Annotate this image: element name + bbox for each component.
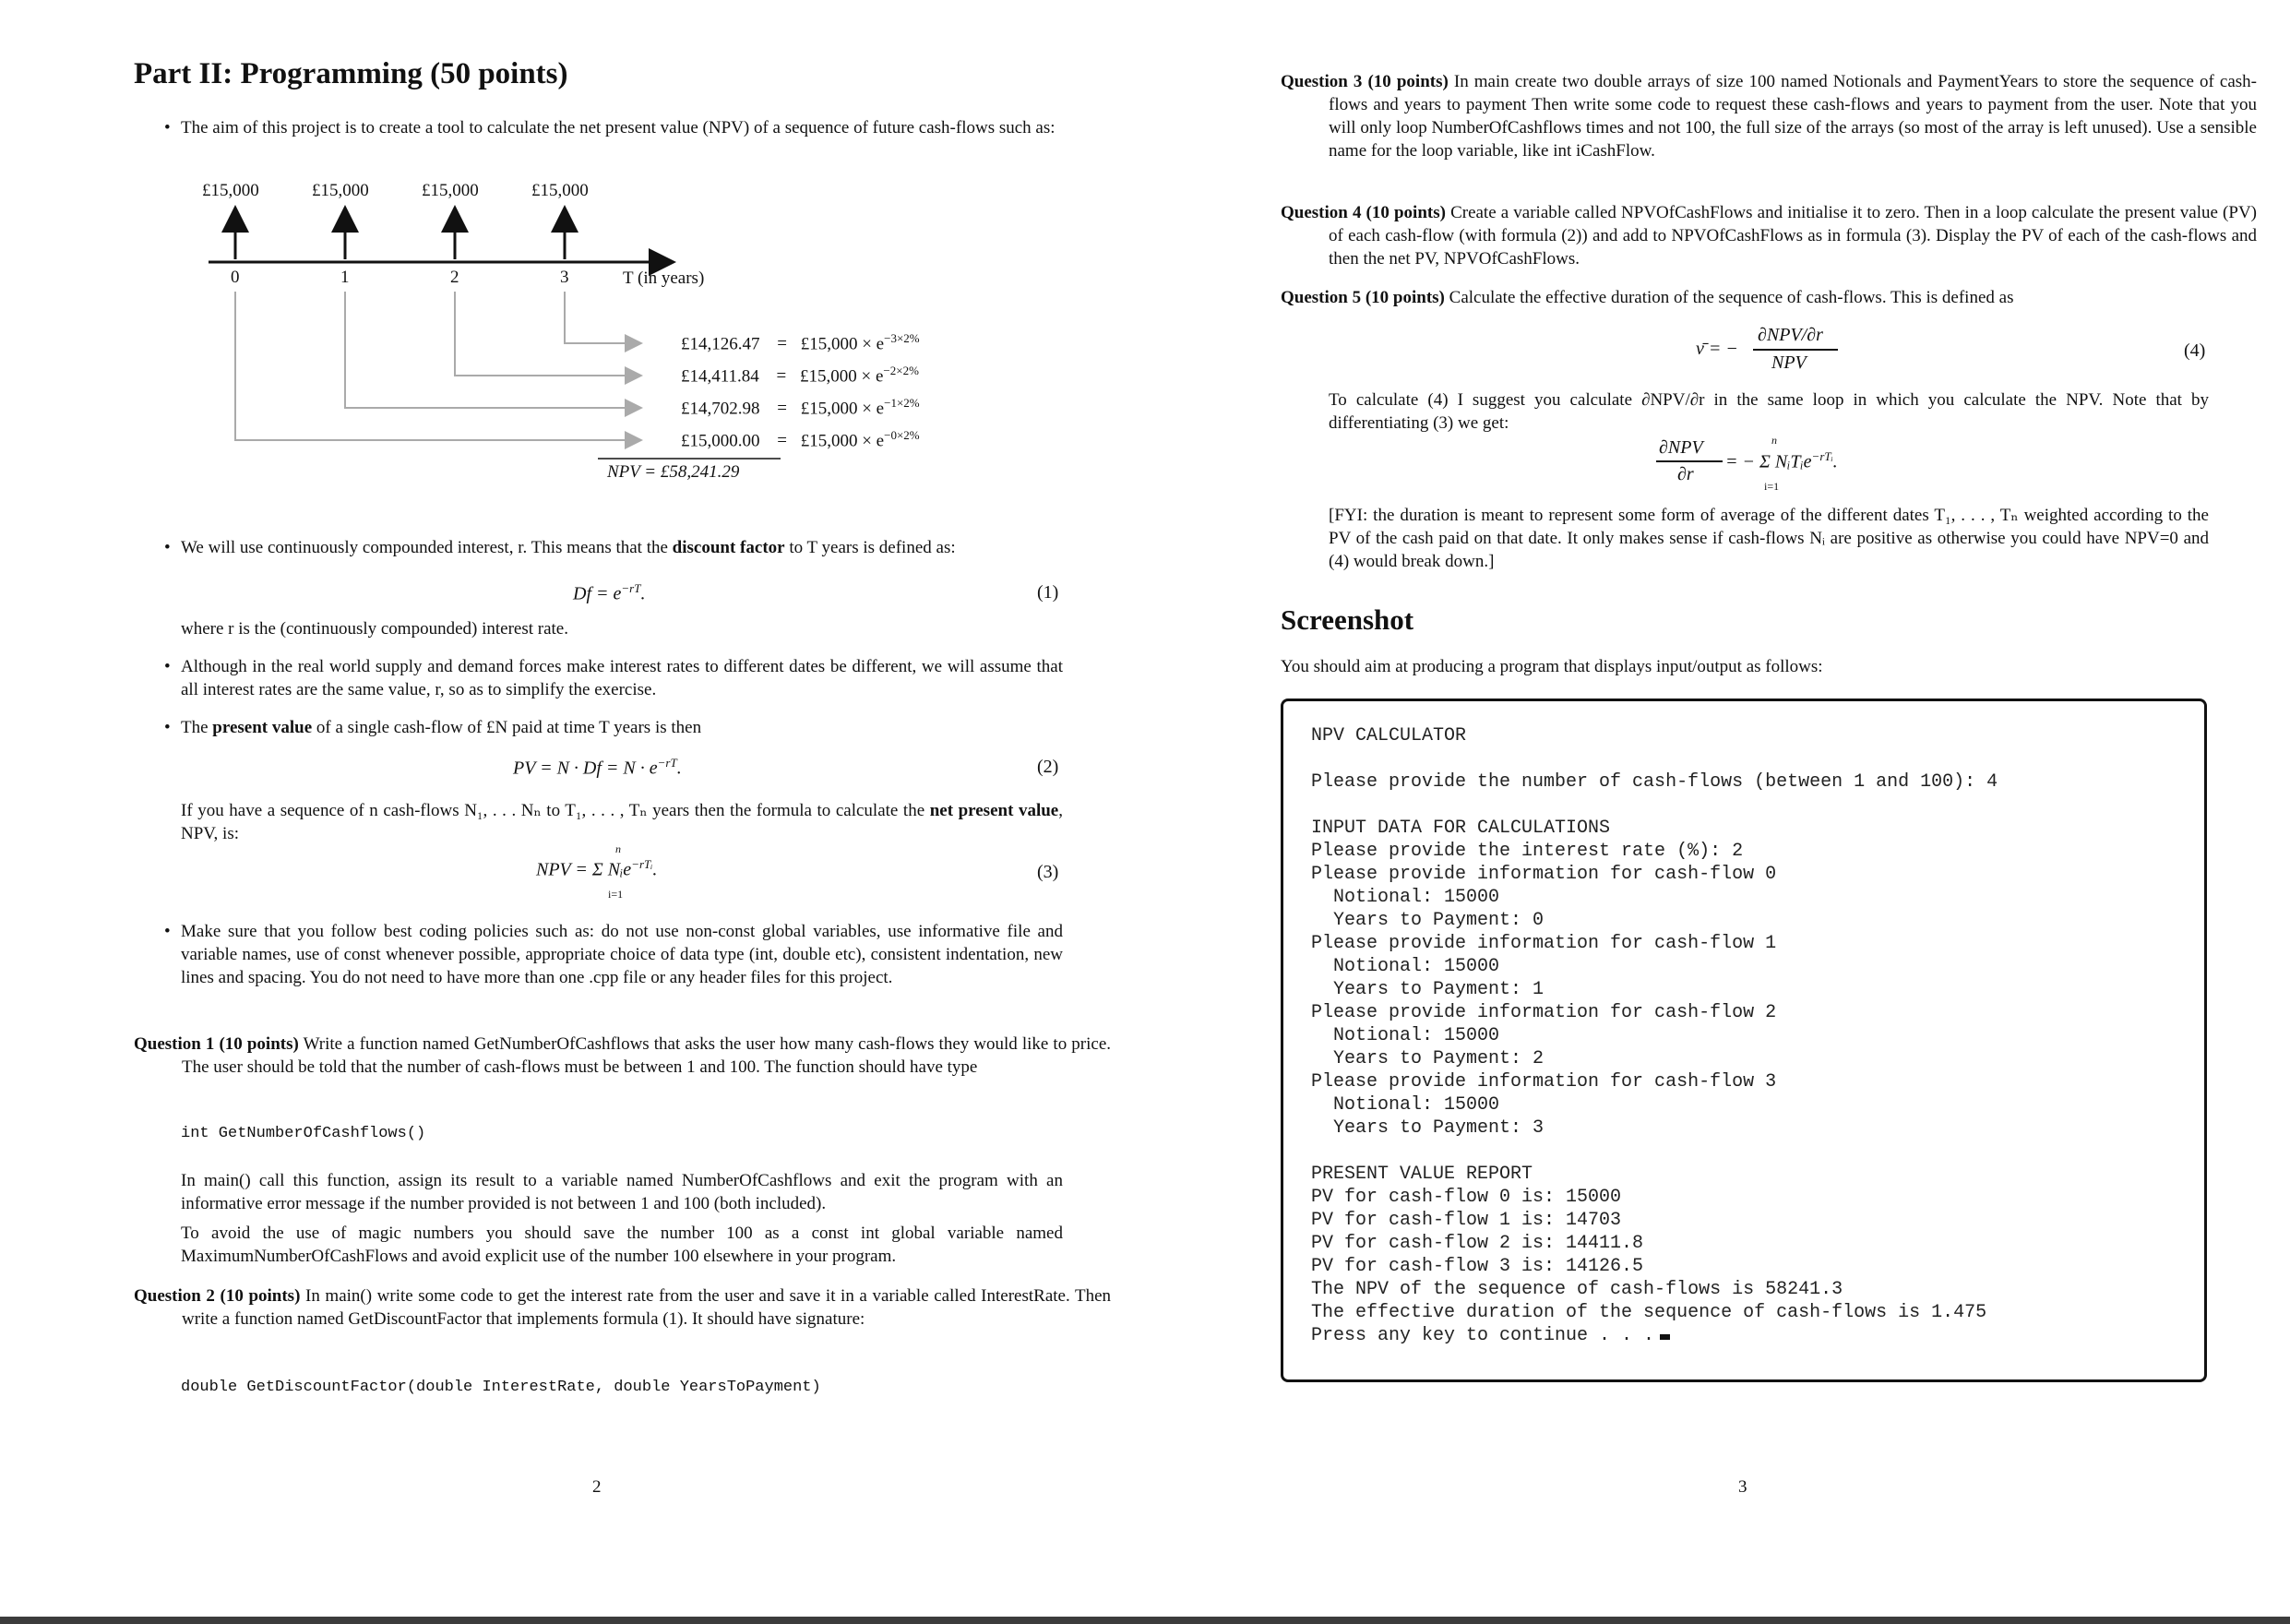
page-number: 3 [1738, 1477, 1747, 1497]
eq2-body: PV = N · Df = N · e [513, 758, 658, 779]
q1-paragraph-2: In main() call this function, assign its result to a variable named NumberOfCashflows and exit the program with an informative error message if the number provided is not between 1 and 100 (both included). [181, 1171, 1063, 1213]
pv-row [681, 396, 920, 419]
pv-equals: = [776, 366, 787, 387]
q1-text: Write a function named GetNumberOfCashflows that asks the user how many cash-flows they would like to price. The user should be told that the number of cash-flows must be between 1 and 100. The function should have type [182, 1034, 1112, 1077]
interest-bullet: • Although in the real world supply and demand forces make interest rates to different dates be different, we will assume that all interest rates are the same value, r, so as to simplify the exercise. [181, 655, 1063, 701]
eq4-numerator: ∂NPV/∂r [1758, 325, 1823, 345]
eq2-number: (2) [1037, 757, 1059, 777]
eq1-body: Df = e [573, 583, 622, 604]
pv-row [681, 331, 920, 354]
npv-intro-b: , NPV, is: [181, 801, 1063, 843]
eq2-exponent: −rT [657, 756, 677, 770]
q4-label: Question 4 (10 points) [1281, 203, 1446, 222]
eq5-sum-lower: i=1 [1764, 480, 1780, 493]
eq3-sum-lower: i=1 [608, 888, 624, 901]
screenshot-heading: Screenshot [1281, 603, 1414, 636]
timeline-amount: £15,000 [422, 181, 479, 200]
pv-formula: £15,000 × e [800, 431, 885, 451]
bottom-border [0, 1617, 2290, 1624]
q5-paragraph-2: To calculate (4) I suggest you calculate ∂NPV/∂r in the same loop in which you calculate the NPV. Note that by differentiating (3) we get: [1329, 390, 2209, 433]
pv-text-a: The [181, 718, 209, 737]
intro-bullet: • The aim of this project is to create a tool to calculate the net present value (NPV) of a sequence of future cash-flows such as: [181, 116, 1063, 139]
console-line: PV for cash-flow 0 is: 15000 [1311, 1187, 1622, 1208]
left-page [0, 0, 1145, 1606]
console-line: Notional: 15000 [1311, 887, 1500, 908]
console-line: INPUT DATA FOR CALCULATIONS [1311, 818, 1611, 839]
console-line: Years to Payment: 1 [1311, 979, 1545, 1000]
pv-equals: = [777, 334, 787, 354]
eq4-lhs: ν̄ = − [1696, 339, 1738, 359]
pv-equals: = [777, 399, 787, 419]
pv-exponent: −0×2% [884, 428, 920, 442]
console-line: PRESENT VALUE REPORT [1311, 1164, 1533, 1185]
timeline-tick: 0 [231, 268, 240, 287]
coding-policy-bullet: • Make sure that you follow best coding policies such as: do not use non-const global variables, use informative file and variable names, use of const whenever possible, appropriate choice of data type (int, double etc), consistent indentation, new lines and spacing. You do not need to have more than one .cpp file or any header files for this project. [181, 920, 1063, 989]
pv-text-b: of a single cash-flow of £N paid at time T years is then [316, 718, 702, 737]
q3-text: In main create two double arrays of size 100 named Notionals and PaymentYears to store the sequence of cash-flows and years to payment Then write some code to request these cash-flows and years to payment from the user. Note that you will only loop NumberOfCashflows times and not 100, the full size of the arrays (so most of the array is left unused). Use a sensible name for the loop variable, like int iCashFlow. [1329, 72, 2257, 161]
console-line-last [1311, 1325, 1670, 1346]
console-prompt-text: Press any key to continue . . . [1311, 1325, 1655, 1346]
npv-total: NPV = £58,241.29 [607, 462, 740, 482]
console-line: Please provide the number of cash-flows (between 1 and 100): 4 [1311, 771, 1998, 793]
pv-formula: £15,000 × e [800, 366, 884, 387]
q1-code: int GetNumberOfCashflows() [181, 1125, 426, 1142]
eq5-rhs: = − Σ NᵢTᵢe$^{-rTᵢ}$. [1725, 449, 1838, 472]
question-4 [1281, 201, 2257, 270]
eq3-number: (3) [1037, 862, 1059, 882]
pv-row [681, 364, 919, 387]
timeline-amount: £15,000 [202, 181, 259, 200]
text-cursor [1660, 1334, 1670, 1340]
timeline-amount: £15,000 [531, 181, 589, 200]
question-3 [1281, 70, 2257, 162]
eq5-exponent: −rTᵢ [1811, 449, 1833, 463]
console-line: Notional: 15000 [1311, 1094, 1500, 1116]
where-r-text: where r is the (continuously compounded) interest rate. [181, 619, 568, 639]
timeline-tick: 3 [560, 268, 569, 287]
eq3-body: NPV = Σ Nᵢe [536, 859, 632, 880]
eq5-numerator: ∂NPV [1659, 437, 1703, 458]
timeline-tick: 2 [450, 268, 459, 287]
eq5-sum-upper: n [1771, 434, 1777, 447]
net-present-value-term: net present value [929, 801, 1059, 820]
eq5-fraction-bar [1656, 460, 1723, 462]
console-line: Please provide information for cash-flow 0 [1311, 864, 1777, 885]
npv-intro-a: If you have a sequence of n cash-flows N₁, . . . Nₙ to T₁, . . . , Tₙ years then the formula to calculate the [181, 801, 925, 820]
pv-value: £15,000.00 [681, 431, 760, 451]
q1-paragraph-3: To avoid the use of magic numbers you should save the number 100 as a const int global variable named MaximumNumberOfCashFlows and avoid explicit use of the number 100 elsewhere in your program. [181, 1224, 1063, 1266]
eq1-number: (1) [1037, 582, 1059, 603]
pv-exponent: −2×2% [883, 364, 919, 377]
console-line: Please provide information for cash-flow 2 [1311, 1002, 1777, 1023]
npv-intro [181, 799, 1063, 845]
equation-1: $Df = e^{-rT}$. [573, 581, 646, 604]
equation-2: PV = $N \cdot Df = N \cdot e^{-rT}$. [513, 756, 682, 779]
q4-text: Create a variable called NPVOfCashFlows and initialise it to zero. Then in a loop calculate the present value (PV) of each cash-flow (with formula (2)) and add to NPVOfCashFlows as in formula (3). Display the PV of each of the cash-flows and then the net PV, NPVOfCashFlows. [1329, 203, 2257, 269]
pv-formula: £15,000 × e [800, 334, 885, 354]
timeline-axis-label: T (in years) [623, 269, 705, 288]
console-line: PV for cash-flow 2 is: 14411.8 [1311, 1233, 1644, 1254]
eq5-denominator: ∂r [1677, 464, 1694, 484]
question-2 [134, 1284, 1111, 1331]
console-line: Please provide information for cash-flow 1 [1311, 933, 1777, 954]
console-line: Notional: 15000 [1311, 1025, 1500, 1046]
discount-text-a: We will use continuously compounded interest, r. This means that the [181, 538, 668, 557]
pv-value: £14,126.47 [681, 334, 760, 354]
eq4-number: (4) [2184, 340, 2206, 361]
console-output-box [1281, 699, 2207, 1382]
timeline-amount: £15,000 [312, 181, 369, 200]
eq4-fraction-bar [1753, 349, 1838, 351]
q3-label: Question 3 (10 points) [1281, 72, 1449, 91]
q1-label: Question 1 (10 points) [134, 1034, 299, 1054]
q5-label: Question 5 (10 points) [1281, 288, 1445, 307]
console-line: Years to Payment: 0 [1311, 910, 1545, 931]
console-line: The NPV of the sequence of cash-flows is 58241.3 [1311, 1279, 1843, 1300]
console-line: Notional: 15000 [1311, 956, 1500, 977]
discount-bullet [181, 536, 1063, 559]
question-1 [134, 1033, 1111, 1079]
pv-value: £14,702.98 [681, 399, 760, 419]
discount-factor-term: discount factor [672, 538, 785, 557]
console-line: PV for cash-flow 3 is: 14126.5 [1311, 1256, 1644, 1277]
question-5 [1281, 286, 2209, 309]
eq1-exponent: −rT [621, 581, 641, 595]
console-line: Years to Payment: 2 [1311, 1048, 1545, 1069]
console-line: PV for cash-flow 1 is: 14703 [1311, 1210, 1622, 1231]
console-line: Please provide the interest rate (%): 2 [1311, 841, 1744, 862]
present-value-term: present value [212, 718, 313, 737]
equation-3: NPV = Σ Nᵢe$^{-rTᵢ}$. [536, 857, 658, 880]
pv-exponent: −1×2% [884, 396, 920, 410]
part-title: Part II: Programming (50 points) [134, 57, 568, 90]
console-line: NPV CALCULATOR [1311, 725, 1467, 746]
screenshot-intro: You should aim at producing a program that displays input/output as follows: [1281, 657, 1823, 676]
q5-text: Calculate the effective duration of the sequence of cash-flows. This is defined as [1449, 288, 2014, 307]
pv-equals: = [777, 431, 787, 451]
discount-text-b: to T years is defined as: [789, 538, 956, 557]
eq4-denominator: NPV [1771, 352, 1807, 373]
fyi-note: [FYI: the duration is meant to represent some form of average of the different dates T₁, . . . , Tₙ weighted according to the PV of the cash paid on that date. It only makes sense if cash-flows Nᵢ are positive as otherwise you could have NPV=0 and (4) would break down.] [1329, 506, 2209, 571]
timeline-graphic [0, 0, 1145, 498]
pv-value: £14,411.84 [681, 366, 759, 387]
eq3-sum-upper: n [615, 842, 621, 855]
page-number: 2 [592, 1477, 602, 1497]
pv-bullet [181, 716, 1063, 739]
console-line: The effective duration of the sequence of cash-flows is 1.475 [1311, 1302, 1987, 1323]
pv-row [681, 428, 920, 451]
eq5-rhs-body: = − Σ NᵢTᵢe [1725, 451, 1812, 472]
pv-exponent: −3×2% [884, 331, 920, 345]
timeline-tick: 1 [340, 268, 350, 287]
q2-code: double GetDiscountFactor(double InterestRate, double YearsToPayment) [181, 1379, 821, 1396]
console-line: Please provide information for cash-flow 3 [1311, 1071, 1777, 1093]
q2-label: Question 2 (10 points) [134, 1286, 301, 1306]
console-line: Years to Payment: 3 [1311, 1117, 1545, 1139]
pv-formula: £15,000 × e [800, 399, 885, 419]
q2-text: In main() write some code to get the interest rate from the user and save it in a variable called InterestRate. Then write a function named GetDiscountFactor that implements formula (1). It should have signature: [182, 1286, 1111, 1329]
eq3-exponent: −rTᵢ [631, 857, 653, 871]
